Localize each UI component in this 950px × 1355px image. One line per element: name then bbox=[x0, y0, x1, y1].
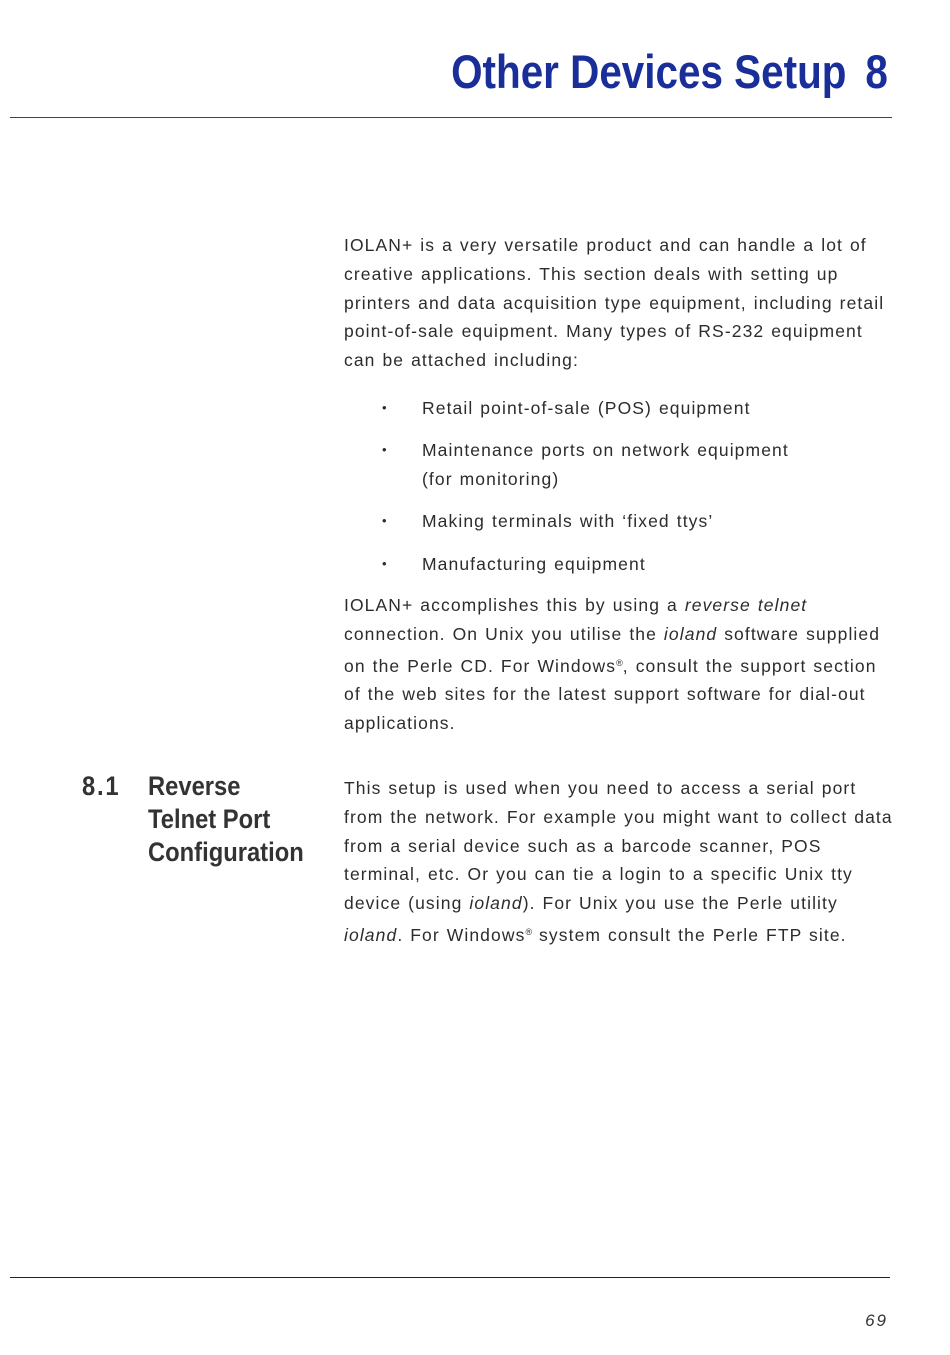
bullet-icon: • bbox=[382, 442, 388, 458]
paragraph-text: connection. On Unix you utilise the bbox=[344, 623, 664, 644]
paragraph-text: system consult the Perle FTP site. bbox=[532, 924, 847, 945]
list-item-text-continued: (for monitoring) bbox=[422, 469, 560, 490]
section-title-line: Reverse bbox=[148, 771, 241, 801]
page-number: 69 bbox=[865, 1311, 888, 1330]
emphasis-reverse-telnet: reverse telnet bbox=[684, 595, 808, 615]
bullet-icon: • bbox=[382, 513, 388, 529]
section-title-line: Telnet Port bbox=[148, 804, 271, 834]
emphasis-ioland: ioland bbox=[469, 893, 523, 914]
list-item-text: Retail point-of-sale (POS) equipment bbox=[422, 398, 751, 418]
equipment-list bbox=[344, 394, 894, 592]
list-item bbox=[344, 550, 894, 579]
footer-divider bbox=[10, 1277, 890, 1278]
bullet-icon: • bbox=[382, 555, 388, 571]
emphasis-ioland: ioland bbox=[663, 623, 718, 644]
emphasis-ioland: ioland bbox=[344, 924, 398, 945]
paragraph-text: IOLAN+ accomplishes this by using a bbox=[344, 595, 685, 615]
list-item bbox=[344, 394, 894, 423]
paragraph-text: software supplied on the Perle CD. For Windows bbox=[344, 623, 881, 676]
paragraph-text: . For Windows bbox=[397, 924, 526, 945]
section-paragraph bbox=[344, 774, 894, 950]
section-heading bbox=[82, 770, 304, 869]
bullet-icon: • bbox=[382, 400, 388, 415]
list-item-text: Manufacturing equipment bbox=[422, 553, 646, 574]
section-title bbox=[148, 770, 304, 869]
chapter-title bbox=[451, 44, 888, 99]
registered-mark: ® bbox=[525, 926, 533, 937]
list-item bbox=[344, 436, 894, 494]
paragraph-text: This setup is used when you need to access a serial port from the network. For example you might want to collect data from a serial device such as a barcode scanner, POS terminal, etc. Or you can tie a login to a specific Unix tty device (using bbox=[344, 778, 893, 914]
header-divider bbox=[10, 117, 892, 118]
intro-paragraph: IOLAN+ is a very versatile product and can handle a lot of creative applications. This section deals with setting up printers and data acquisition type equipment, including retail point-of-sale equipment. Many types of RS-232 equipment can be attached including: bbox=[344, 235, 885, 371]
list-item-text: Maintenance ports on network equipment bbox=[422, 440, 789, 461]
paragraph-text: , consult the support section of the web sites for the latest support software for dial-out applications. bbox=[344, 655, 877, 734]
list-item-text: Making terminals with ‘fixed ttys’ bbox=[422, 511, 714, 532]
section-number: 8.1 bbox=[82, 771, 121, 801]
list-item bbox=[344, 507, 894, 536]
reverse-telnet-paragraph bbox=[344, 591, 894, 738]
chapter-number: 8 bbox=[865, 45, 888, 98]
chapter-title-text: Other Devices Setup bbox=[451, 45, 847, 98]
registered-mark: ® bbox=[616, 657, 623, 668]
paragraph-text: ). For Unix you use the Perle utility bbox=[522, 893, 838, 914]
section-title-line: Configuration bbox=[148, 837, 304, 867]
